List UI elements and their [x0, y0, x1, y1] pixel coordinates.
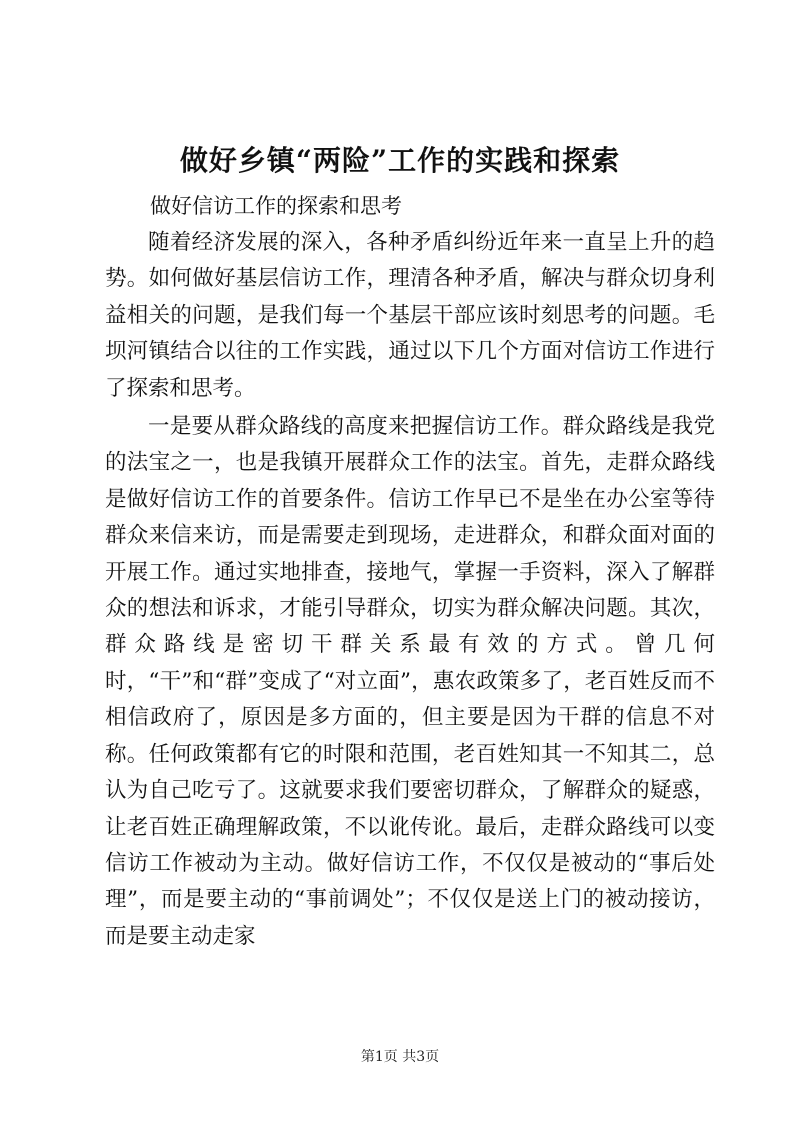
paragraph: 随着经济发展的深入，各种矛盾纠纷近年来一直呈上升的趋势。如何做好基层信访工作，理清各种矛盾，解决与群众切身利益相关的问题，是我们每一个基层干部应该时刻思考的问题。毛坝河镇结合以往的工作实践，通过以下几个方面对信访工作进行了探索和思考。 — [105, 230, 715, 401]
subtitle: 做好信访工作的探索和思考 — [150, 194, 402, 218]
paragraph: 一是要从群众路线的高度来把握信访工作。群众路线是我党的法宝之一，也是我镇开展群众工作的法宝。首先，走群众路线是做好信访工作的首要条件。信访工作早已不是坐在办公室等待群众来信来访，而是需要走到现场，走进群众，和群众面对面的开展工作。通过实地排查，接地气，掌握一手资料，深入了解群众的想法和诉求，才能引导群众，切实为群众解决问题。其次，群众路线是密切干群关系最有效的方式。曾几何时，“干”和“群”变成了“对立面”，惠农政策多了，老百姓反而不相信政府了，原因是多方面的，但主要是因为干群的信息不对称。任何政策都有它的时限和范围，老百姓知其一不知其二，总认为自己吃亏了。这就要求我们要密切群众，了解群众的疑惑，让老百姓正确理解政策，不以讹传讹。最后，走群众路线可以变信访工作被动为主动。做好信访工作，不仅仅是被动的“事后处理”，而是要主动的“事前调处”；不仅仅是送上门的被动接访，而是要主动走家 — [105, 414, 715, 949]
page-title: 做好乡镇“两险”工作的实践和探索 — [179, 144, 621, 177]
page-footer: 第1页 共3页 — [360, 1049, 440, 1065]
document-body — [105, 225, 715, 957]
